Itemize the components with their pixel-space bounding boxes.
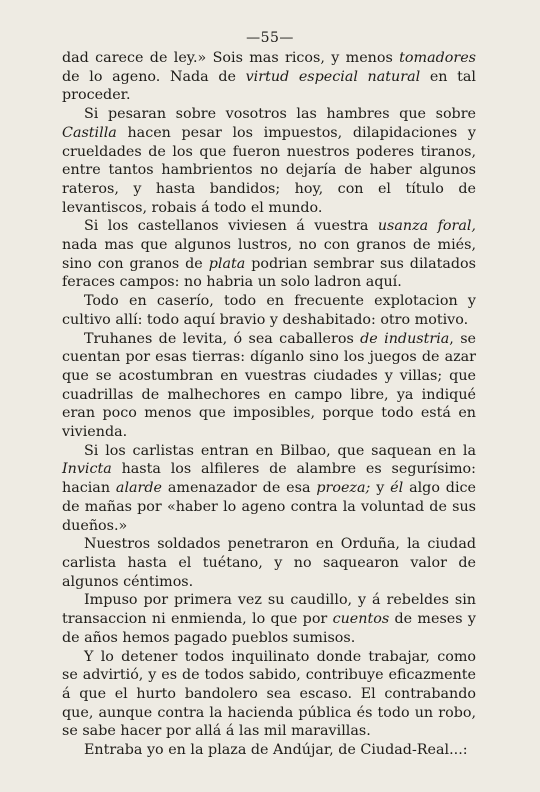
text-run: Todo en caserío, todo en frecuente explotacion y cultivo allí: todo aquí bravio y deshabitado: otro motivo.	[62, 293, 476, 328]
body-text	[62, 49, 476, 760]
text-run: nada mas que algunos lustros, no con granos de miés, sino con granos de	[62, 237, 476, 272]
text-run: Impuso por primera vez su caudillo, y á rebeldes sin transaccion ni enmienda, lo que por	[62, 592, 476, 628]
italic-text: de industria	[360, 330, 450, 347]
text-run: , se cuentan por esas tierras: díganlo sino los juegos de azar que se acostumbran en vuestras ciudades y villas; que cuadrillas de malhechores en campo libre, ya indiqué eran poco menos que imposibles, porque todo está en vivienda.	[62, 330, 477, 441]
italic-text: Invicta	[62, 461, 112, 478]
paragraph	[62, 442, 476, 536]
paragraph	[62, 105, 476, 217]
paragraph	[62, 741, 476, 760]
paragraph	[62, 648, 476, 742]
text-run: podrian sembrar sus dilatados feraces campos: no habria un solo ladron aquí.	[62, 255, 476, 291]
text-run: dad carece de ley.» Sois mas ricos, y menos	[62, 50, 400, 66]
paragraph	[62, 217, 476, 292]
italic-text: tomadores	[399, 50, 476, 66]
italic-text: virtud especial natural	[245, 68, 421, 85]
text-run: Si los castellanos viviesen á vuestra	[84, 218, 378, 235]
text-run: Truhanes de levita, ó sea caballeros	[84, 330, 361, 347]
italic-text: alarde	[115, 480, 162, 497]
text-run: de lo ageno. Nada de	[62, 68, 246, 85]
text-run: Si los carlistas entran en Bilbao, que saquean en la	[84, 442, 476, 459]
text-run: Y lo detener todos inquilinato donde trabajar, como se advirtió, y es de todos sabido, contribuye eficazmente á que el hurto bandolero sea escaso. El contrabando que, aunque contra la hacienda pública és todo un robo, se sabe hacer por allá á las mil maravillas.	[62, 648, 476, 740]
paragraph	[62, 330, 476, 442]
text-run: Nuestros soldados penetraron en Orduña, la ciudad carlista hasta el tuétano, y no saquearon valor de algunos céntimos.	[62, 536, 476, 590]
page-number: —55—	[246, 30, 294, 46]
italic-text: él	[390, 480, 404, 497]
text-run: Entraba yo en la plaza de Andújar, de Ciudad-Real...:	[84, 742, 468, 759]
text-run: hacen pesar los impuestos, dilapidaciones y crueldades de los que fueron nuestros poderes tiranos, entre tantos hambrientos no dejaría de haber algunos rateros, y hasta bandidos; hoy, con el título de levantiscos, robais á todo el mundo.	[62, 124, 476, 216]
italic-text: cuentos	[332, 611, 390, 628]
paragraph	[62, 591, 476, 647]
italic-text: plata	[208, 255, 246, 272]
text-run: algo dice de mañas por «haber lo ageno contra la voluntad de sus dueños.»	[62, 480, 477, 534]
text-run: en tal proceder.	[62, 68, 476, 104]
text-run: y	[370, 480, 391, 497]
italic-text: proeza;	[316, 480, 371, 497]
paragraph	[62, 292, 476, 329]
italic-text: Castilla	[62, 124, 117, 141]
paragraph	[62, 49, 476, 105]
text-run: amenazador de esa	[162, 480, 317, 497]
italic-text: usanza foral,	[377, 218, 476, 235]
text-run: hasta los alfileres de alambre es segurísimo: hacian	[62, 461, 476, 497]
paragraph	[62, 535, 476, 591]
text-run: Si pesaran sobre vosotros las hambres que sobre	[84, 106, 476, 123]
text-run: de meses y de años hemos pagado pueblos sumisos.	[62, 611, 476, 646]
